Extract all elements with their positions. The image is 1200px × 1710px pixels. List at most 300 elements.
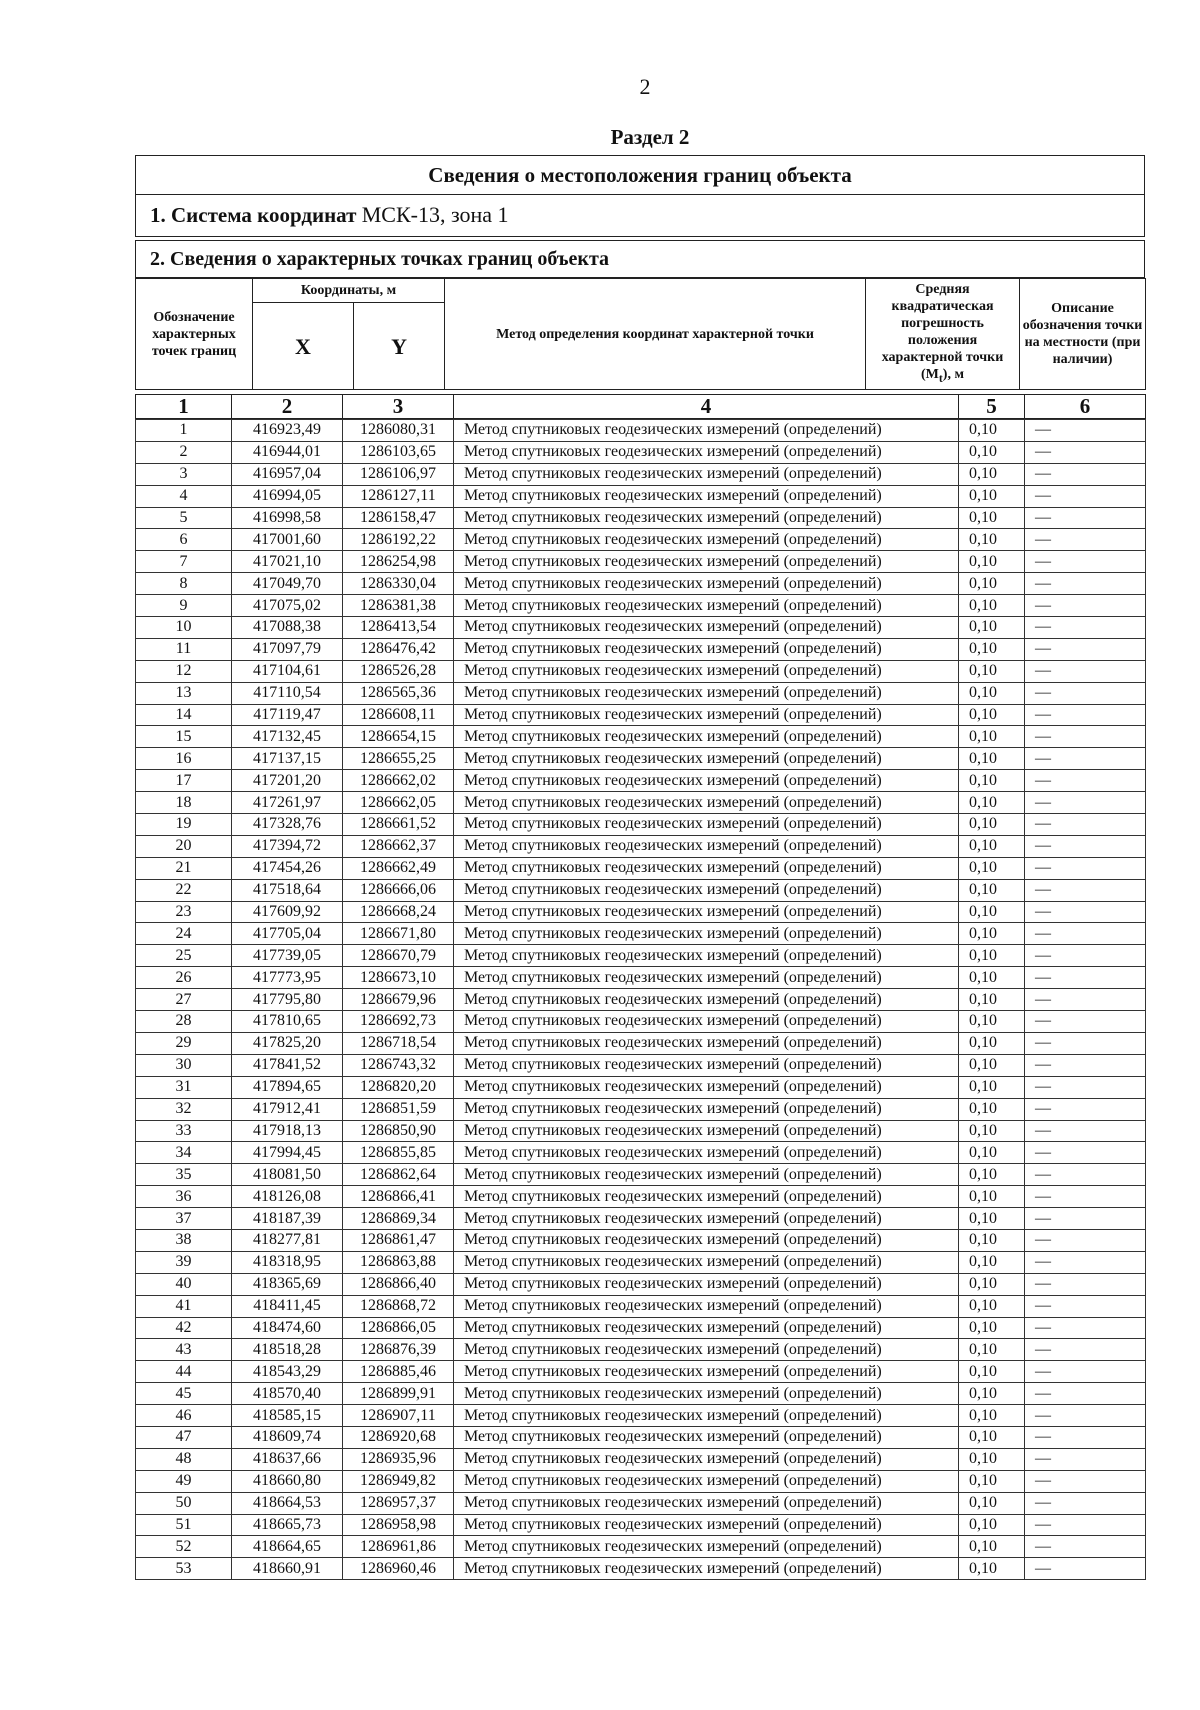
table-row: [136, 792, 1146, 814]
y-coordinate-cell: 1286949,82: [343, 1470, 454, 1492]
points-table-header: [135, 278, 1146, 390]
y-coordinate-cell: 1286330,04: [343, 573, 454, 595]
table-row: [136, 1492, 1146, 1514]
accuracy-cell: 0,10: [959, 1251, 1025, 1273]
header-accuracy: [866, 279, 1020, 390]
table-row: [136, 1186, 1146, 1208]
table-row: [136, 1142, 1146, 1164]
accuracy-cell: 0,10: [959, 1142, 1025, 1164]
method-cell: Метод спутниковых геодезических измерений (определений): [454, 617, 959, 639]
y-coordinate-cell: 1286254,98: [343, 551, 454, 573]
method-cell: Метод спутниковых геодезических измерений (определений): [454, 1492, 959, 1514]
y-coordinate-cell: 1286103,65: [343, 441, 454, 463]
point-number-cell: 53: [136, 1558, 232, 1580]
description-cell: —: [1025, 1448, 1146, 1470]
table-row: [136, 726, 1146, 748]
x-coordinate-cell: 418543,29: [232, 1361, 343, 1383]
method-cell: Метод спутниковых геодезических измерений (определений): [454, 551, 959, 573]
method-cell: Метод спутниковых геодезических измерений (определений): [454, 529, 959, 551]
table-row: [136, 1164, 1146, 1186]
point-number-cell: 44: [136, 1361, 232, 1383]
table-row: [136, 923, 1146, 945]
method-cell: Метод спутниковых геодезических измерений (определений): [454, 901, 959, 923]
accuracy-cell: 0,10: [959, 1339, 1025, 1361]
method-cell: Метод спутниковых геодезических измерений (определений): [454, 967, 959, 989]
x-coordinate-cell: 417518,64: [232, 879, 343, 901]
accuracy-cell: 0,10: [959, 1295, 1025, 1317]
x-coordinate-cell: 418637,66: [232, 1448, 343, 1470]
y-coordinate-cell: 1286671,80: [343, 923, 454, 945]
description-cell: —: [1025, 638, 1146, 660]
accuracy-cell: 0,10: [959, 835, 1025, 857]
table-row: [136, 1273, 1146, 1295]
table-row: [136, 835, 1146, 857]
point-number-cell: 42: [136, 1317, 232, 1339]
accuracy-cell: 0,10: [959, 638, 1025, 660]
header-x: X: [253, 303, 354, 390]
accuracy-cell: 0,10: [959, 617, 1025, 639]
description-cell: —: [1025, 507, 1146, 529]
x-coordinate-cell: 418660,91: [232, 1558, 343, 1580]
table-row: [136, 748, 1146, 770]
accuracy-cell: 0,10: [959, 1098, 1025, 1120]
table-row: [136, 551, 1146, 573]
y-coordinate-cell: 1286907,11: [343, 1405, 454, 1427]
x-coordinate-cell: 417810,65: [232, 1011, 343, 1033]
table-row: [136, 420, 1146, 442]
header-accuracy-text: Средняя квадратическая погрешность положения характерной точки (M: [881, 282, 1004, 383]
point-number-cell: 35: [136, 1164, 232, 1186]
y-coordinate-cell: 1286655,25: [343, 748, 454, 770]
point-number-cell: 39: [136, 1251, 232, 1273]
y-coordinate-cell: 1286127,11: [343, 485, 454, 507]
description-cell: —: [1025, 1470, 1146, 1492]
method-cell: Метод спутниковых геодезических измерений (определений): [454, 1405, 959, 1427]
method-cell: Метод спутниковых геодезических измерений (определений): [454, 857, 959, 879]
column-numbers-row: [135, 394, 1146, 419]
description-cell: —: [1025, 814, 1146, 836]
x-coordinate-cell: 418660,80: [232, 1470, 343, 1492]
description-cell: —: [1025, 1229, 1146, 1251]
table-row: [136, 1120, 1146, 1142]
x-coordinate-cell: 417137,15: [232, 748, 343, 770]
description-cell: —: [1025, 1032, 1146, 1054]
description-cell: —: [1025, 1383, 1146, 1405]
table-row: [136, 485, 1146, 507]
point-number-cell: 1: [136, 420, 232, 442]
y-coordinate-cell: 1286861,47: [343, 1229, 454, 1251]
point-number-cell: 27: [136, 989, 232, 1011]
point-number-cell: 37: [136, 1208, 232, 1230]
x-coordinate-cell: 417825,20: [232, 1032, 343, 1054]
description-cell: —: [1025, 529, 1146, 551]
y-coordinate-cell: 1286476,42: [343, 638, 454, 660]
method-cell: Метод спутниковых геодезических измерений (определений): [454, 792, 959, 814]
table-row: [136, 507, 1146, 529]
y-coordinate-cell: 1286862,64: [343, 1164, 454, 1186]
table-row: [136, 1251, 1146, 1273]
point-number-cell: 14: [136, 704, 232, 726]
method-cell: Метод спутниковых геодезических измерений (определений): [454, 1317, 959, 1339]
description-cell: —: [1025, 1011, 1146, 1033]
accuracy-cell: 0,10: [959, 1032, 1025, 1054]
description-cell: —: [1025, 1339, 1146, 1361]
method-cell: Метод спутниковых геодезических измерений (определений): [454, 1208, 959, 1230]
method-cell: Метод спутниковых геодезических измерений (определений): [454, 638, 959, 660]
x-coordinate-cell: 417119,47: [232, 704, 343, 726]
y-coordinate-cell: 1286670,79: [343, 945, 454, 967]
points-table-body: [136, 420, 1146, 1580]
description-cell: —: [1025, 485, 1146, 507]
y-coordinate-cell: 1286855,85: [343, 1142, 454, 1164]
point-number-cell: 45: [136, 1383, 232, 1405]
point-number-cell: 26: [136, 967, 232, 989]
description-cell: —: [1025, 1295, 1146, 1317]
method-cell: Метод спутниковых геодезических измерений (определений): [454, 1032, 959, 1054]
table-row: [136, 1295, 1146, 1317]
description-cell: —: [1025, 595, 1146, 617]
point-number-cell: 49: [136, 1470, 232, 1492]
point-number-cell: 40: [136, 1273, 232, 1295]
table-row: [136, 1229, 1146, 1251]
accuracy-cell: 0,10: [959, 967, 1025, 989]
description-cell: —: [1025, 1405, 1146, 1427]
y-coordinate-cell: 1286885,46: [343, 1361, 454, 1383]
method-cell: Метод спутниковых геодезических измерений (определений): [454, 1470, 959, 1492]
method-cell: Метод спутниковых геодезических измерений (определений): [454, 770, 959, 792]
y-coordinate-cell: 1286192,22: [343, 529, 454, 551]
y-coordinate-cell: 1286668,24: [343, 901, 454, 923]
x-coordinate-cell: 417132,45: [232, 726, 343, 748]
accuracy-cell: 0,10: [959, 989, 1025, 1011]
table-row: [136, 463, 1146, 485]
table-row: [136, 682, 1146, 704]
table-row: [136, 1054, 1146, 1076]
table-row: [136, 945, 1146, 967]
method-cell: Метод спутниковых геодезических измерений (определений): [454, 1536, 959, 1558]
accuracy-cell: 0,10: [959, 1514, 1025, 1536]
x-coordinate-cell: 417001,60: [232, 529, 343, 551]
point-number-cell: 33: [136, 1120, 232, 1142]
accuracy-cell: 0,10: [959, 1076, 1025, 1098]
y-coordinate-cell: 1286850,90: [343, 1120, 454, 1142]
accuracy-cell: 0,10: [959, 507, 1025, 529]
x-coordinate-cell: 417328,76: [232, 814, 343, 836]
accuracy-cell: 0,10: [959, 1492, 1025, 1514]
description-cell: —: [1025, 682, 1146, 704]
header-y: Y: [354, 303, 445, 390]
accuracy-cell: 0,10: [959, 1208, 1025, 1230]
x-coordinate-cell: 417609,92: [232, 901, 343, 923]
header-accuracy-unit: ), м: [942, 367, 964, 383]
x-coordinate-cell: 418664,53: [232, 1492, 343, 1514]
method-cell: Метод спутниковых геодезических измерений (определений): [454, 748, 959, 770]
table-row: [136, 1514, 1146, 1536]
accuracy-cell: 0,10: [959, 901, 1025, 923]
y-coordinate-cell: 1286869,34: [343, 1208, 454, 1230]
y-coordinate-cell: 1286666,06: [343, 879, 454, 901]
x-coordinate-cell: 417705,04: [232, 923, 343, 945]
accuracy-cell: 0,10: [959, 441, 1025, 463]
y-coordinate-cell: 1286876,39: [343, 1339, 454, 1361]
y-coordinate-cell: 1286866,05: [343, 1317, 454, 1339]
point-number-cell: 11: [136, 638, 232, 660]
table-row: [136, 1536, 1146, 1558]
x-coordinate-cell: 417773,95: [232, 967, 343, 989]
method-cell: Метод спутниковых геодезических измерений (определений): [454, 1076, 959, 1098]
point-number-cell: 10: [136, 617, 232, 639]
x-coordinate-cell: 418570,40: [232, 1383, 343, 1405]
method-cell: Метод спутниковых геодезических измерений (определений): [454, 1164, 959, 1186]
description-cell: —: [1025, 1361, 1146, 1383]
y-coordinate-cell: 1286899,91: [343, 1383, 454, 1405]
point-number-cell: 6: [136, 529, 232, 551]
description-cell: —: [1025, 1186, 1146, 1208]
method-cell: Метод спутниковых геодезических измерений (определений): [454, 1011, 959, 1033]
accuracy-cell: 0,10: [959, 1426, 1025, 1448]
description-cell: —: [1025, 1514, 1146, 1536]
method-cell: Метод спутниковых геодезических измерений (определений): [454, 1426, 959, 1448]
description-cell: —: [1025, 617, 1146, 639]
point-number-cell: 47: [136, 1426, 232, 1448]
x-coordinate-cell: 417021,10: [232, 551, 343, 573]
point-number-cell: 24: [136, 923, 232, 945]
point-number-cell: 43: [136, 1339, 232, 1361]
y-coordinate-cell: 1286662,49: [343, 857, 454, 879]
method-cell: Метод спутниковых геодезических измерений (определений): [454, 441, 959, 463]
accuracy-cell: 0,10: [959, 814, 1025, 836]
description-cell: —: [1025, 835, 1146, 857]
table-row: [136, 638, 1146, 660]
point-number-cell: 38: [136, 1229, 232, 1251]
point-number-cell: 30: [136, 1054, 232, 1076]
method-cell: Метод спутниковых геодезических измерений (определений): [454, 463, 959, 485]
coordinate-system-value: МСК-13, зона 1: [361, 202, 509, 227]
header-accuracy-subscript: t: [938, 371, 943, 385]
point-number-cell: 18: [136, 792, 232, 814]
x-coordinate-cell: 416998,58: [232, 507, 343, 529]
point-number-cell: 5: [136, 507, 232, 529]
point-number-cell: 13: [136, 682, 232, 704]
description-cell: —: [1025, 879, 1146, 901]
method-cell: Метод спутниковых геодезических измерений (определений): [454, 573, 959, 595]
point-number-cell: 34: [136, 1142, 232, 1164]
x-coordinate-cell: 417110,54: [232, 682, 343, 704]
description-cell: —: [1025, 945, 1146, 967]
table-row: [136, 1558, 1146, 1580]
accuracy-cell: 0,10: [959, 682, 1025, 704]
accuracy-cell: 0,10: [959, 1186, 1025, 1208]
y-coordinate-cell: 1286920,68: [343, 1426, 454, 1448]
method-cell: Метод спутниковых геодезических измерений (определений): [454, 1383, 959, 1405]
point-number-cell: 16: [136, 748, 232, 770]
point-number-cell: 12: [136, 660, 232, 682]
method-cell: Метод спутниковых геодезических измерений (определений): [454, 485, 959, 507]
table-row: [136, 1011, 1146, 1033]
point-number-cell: 9: [136, 595, 232, 617]
header-method: Метод определения координат характерной точки: [445, 279, 866, 390]
x-coordinate-cell: 417739,05: [232, 945, 343, 967]
method-cell: Метод спутниковых геодезических измерений (определений): [454, 923, 959, 945]
x-coordinate-cell: 417201,20: [232, 770, 343, 792]
accuracy-cell: 0,10: [959, 551, 1025, 573]
description-cell: —: [1025, 551, 1146, 573]
x-coordinate-cell: 417088,38: [232, 617, 343, 639]
table-row: [136, 441, 1146, 463]
x-coordinate-cell: 418365,69: [232, 1273, 343, 1295]
method-cell: Метод спутниковых геодезических измерений (определений): [454, 704, 959, 726]
point-number-cell: 36: [136, 1186, 232, 1208]
description-cell: —: [1025, 1492, 1146, 1514]
point-number-cell: 4: [136, 485, 232, 507]
point-number-cell: 52: [136, 1536, 232, 1558]
accuracy-cell: 0,10: [959, 879, 1025, 901]
point-number-cell: 7: [136, 551, 232, 573]
description-cell: —: [1025, 1208, 1146, 1230]
description-cell: —: [1025, 923, 1146, 945]
description-cell: —: [1025, 901, 1146, 923]
description-cell: —: [1025, 1120, 1146, 1142]
table-row: [136, 595, 1146, 617]
table-row: [136, 1383, 1146, 1405]
accuracy-cell: 0,10: [959, 857, 1025, 879]
x-coordinate-cell: 418277,81: [232, 1229, 343, 1251]
point-number-cell: 29: [136, 1032, 232, 1054]
description-cell: —: [1025, 1317, 1146, 1339]
y-coordinate-cell: 1286661,52: [343, 814, 454, 836]
table-row: [136, 1076, 1146, 1098]
x-coordinate-cell: 418126,08: [232, 1186, 343, 1208]
accuracy-cell: 0,10: [959, 726, 1025, 748]
method-cell: Метод спутниковых геодезических измерений (определений): [454, 814, 959, 836]
accuracy-cell: 0,10: [959, 485, 1025, 507]
x-coordinate-cell: 417918,13: [232, 1120, 343, 1142]
y-coordinate-cell: 1286866,40: [343, 1273, 454, 1295]
point-number-cell: 31: [136, 1076, 232, 1098]
points-table: [135, 419, 1146, 1580]
x-coordinate-cell: 417075,02: [232, 595, 343, 617]
method-cell: Метод спутниковых геодезических измерений (определений): [454, 989, 959, 1011]
y-coordinate-cell: 1286866,41: [343, 1186, 454, 1208]
accuracy-cell: 0,10: [959, 1470, 1025, 1492]
method-cell: Метод спутниковых геодезических измерений (определений): [454, 945, 959, 967]
y-coordinate-cell: 1286654,15: [343, 726, 454, 748]
x-coordinate-cell: 416994,05: [232, 485, 343, 507]
description-cell: —: [1025, 1273, 1146, 1295]
point-number-cell: 21: [136, 857, 232, 879]
method-cell: Метод спутниковых геодезических измерений (определений): [454, 1361, 959, 1383]
header-coordinates: Координаты, м: [253, 279, 445, 303]
accuracy-cell: 0,10: [959, 770, 1025, 792]
table-row: [136, 770, 1146, 792]
table-row: [136, 1032, 1146, 1054]
method-cell: Метод спутниковых геодезических измерений (определений): [454, 1120, 959, 1142]
y-coordinate-cell: 1286863,88: [343, 1251, 454, 1273]
method-cell: Метод спутниковых геодезических измерений (определений): [454, 1514, 959, 1536]
method-cell: Метод спутниковых геодезических измерений (определений): [454, 1098, 959, 1120]
description-cell: —: [1025, 989, 1146, 1011]
accuracy-cell: 0,10: [959, 463, 1025, 485]
method-cell: Метод спутниковых геодезических измерений (определений): [454, 726, 959, 748]
column-number: 3: [343, 395, 454, 419]
accuracy-cell: 0,10: [959, 1536, 1025, 1558]
table-row: [136, 617, 1146, 639]
header-description: Описание обозначения точки на местности (при наличии): [1020, 279, 1146, 390]
accuracy-cell: 0,10: [959, 1558, 1025, 1580]
point-number-cell: 15: [136, 726, 232, 748]
table-row: [136, 814, 1146, 836]
accuracy-cell: 0,10: [959, 660, 1025, 682]
x-coordinate-cell: 416944,01: [232, 441, 343, 463]
description-cell: —: [1025, 1142, 1146, 1164]
description-cell: —: [1025, 1426, 1146, 1448]
method-cell: Метод спутниковых геодезических измерений (определений): [454, 1054, 959, 1076]
y-coordinate-cell: 1286673,10: [343, 967, 454, 989]
method-cell: Метод спутниковых геодезических измерений (определений): [454, 420, 959, 442]
accuracy-cell: 0,10: [959, 1383, 1025, 1405]
table-row: [136, 573, 1146, 595]
description-cell: —: [1025, 1054, 1146, 1076]
table-row: [136, 704, 1146, 726]
table-row: [136, 1448, 1146, 1470]
accuracy-cell: 0,10: [959, 923, 1025, 945]
point-number-cell: 28: [136, 1011, 232, 1033]
description-cell: —: [1025, 441, 1146, 463]
y-coordinate-cell: 1286662,02: [343, 770, 454, 792]
point-number-cell: 51: [136, 1514, 232, 1536]
y-coordinate-cell: 1286106,97: [343, 463, 454, 485]
x-coordinate-cell: 418081,50: [232, 1164, 343, 1186]
y-coordinate-cell: 1286565,36: [343, 682, 454, 704]
table-row: [136, 1405, 1146, 1427]
x-coordinate-cell: 417049,70: [232, 573, 343, 595]
description-cell: —: [1025, 792, 1146, 814]
description-cell: —: [1025, 660, 1146, 682]
coordinate-system-label: 1. Система координат: [150, 203, 357, 227]
accuracy-cell: 0,10: [959, 792, 1025, 814]
column-number: 1: [136, 395, 232, 419]
column-number: 2: [232, 395, 343, 419]
accuracy-cell: 0,10: [959, 1164, 1025, 1186]
description-cell: —: [1025, 1558, 1146, 1580]
point-number-cell: 32: [136, 1098, 232, 1120]
table-row: [136, 1098, 1146, 1120]
point-number-cell: 46: [136, 1405, 232, 1427]
x-coordinate-cell: 417894,65: [232, 1076, 343, 1098]
accuracy-cell: 0,10: [959, 1054, 1025, 1076]
x-coordinate-cell: 417994,45: [232, 1142, 343, 1164]
table-row: [136, 1208, 1146, 1230]
description-cell: —: [1025, 420, 1146, 442]
table-row: [136, 967, 1146, 989]
y-coordinate-cell: 1286381,38: [343, 595, 454, 617]
y-coordinate-cell: 1286526,28: [343, 660, 454, 682]
table-row: [136, 857, 1146, 879]
accuracy-cell: 0,10: [959, 529, 1025, 551]
y-coordinate-cell: 1286662,37: [343, 835, 454, 857]
y-coordinate-cell: 1286935,96: [343, 1448, 454, 1470]
x-coordinate-cell: 418585,15: [232, 1405, 343, 1427]
method-cell: Метод спутниковых геодезических измерений (определений): [454, 1186, 959, 1208]
table-row: [136, 1470, 1146, 1492]
x-coordinate-cell: 418318,95: [232, 1251, 343, 1273]
x-coordinate-cell: 417097,79: [232, 638, 343, 660]
object-boundaries-heading: Сведения о местоположения границ объекта: [135, 155, 1145, 195]
point-number-cell: 8: [136, 573, 232, 595]
section-title: Раздел 2: [610, 125, 690, 149]
table-row: [136, 529, 1146, 551]
y-coordinate-cell: 1286743,32: [343, 1054, 454, 1076]
